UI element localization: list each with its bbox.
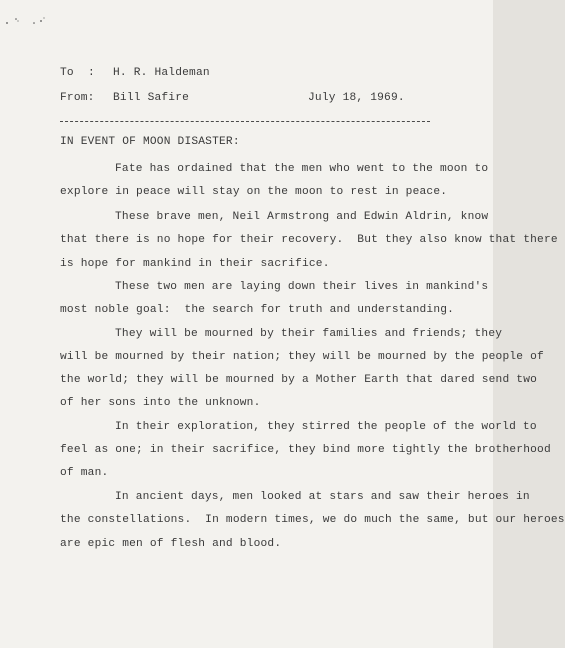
corner-marks xyxy=(4,10,54,28)
body-line: explore in peace will stay on the moon to rest in peace. xyxy=(60,186,448,198)
body-line: These brave men, Neil Armstrong and Edwin Aldrin, know xyxy=(115,211,489,223)
body-line: that there is no hope for their recovery. But they also know that there xyxy=(60,234,558,246)
body-line: most noble goal: the search for truth and understanding. xyxy=(60,304,455,316)
body-line: of man. xyxy=(60,467,109,479)
dashed-divider xyxy=(60,121,430,122)
to-colon: : xyxy=(88,67,95,79)
from-label: From: xyxy=(60,92,95,104)
body-line: In ancient days, men looked at stars and saw their heroes in xyxy=(115,491,530,503)
body-line: the constellations. In modern times, we do much the same, but our heroes xyxy=(60,514,565,526)
body-line: Fate has ordained that the men who went to the moon to xyxy=(115,163,489,175)
body-line: is hope for mankind in their sacrifice. xyxy=(60,258,330,270)
body-line: They will be mourned by their families and friends; they xyxy=(115,328,503,340)
body-line: are epic men of flesh and blood. xyxy=(60,538,282,550)
to-label: To xyxy=(60,67,74,79)
body-line: will be mourned by their nation; they will be mourned by the people of xyxy=(60,351,544,363)
to-recipient: H. R. Haldeman xyxy=(113,67,210,79)
body-line: the world; they will be mourned by a Mother Earth that dared send two xyxy=(60,374,538,386)
from-sender: Bill Safire xyxy=(113,92,190,104)
body-line: of her sons into the unknown. xyxy=(60,397,261,409)
body-line: These two men are laying down their lives in mankind's xyxy=(115,281,489,293)
body-line: In their exploration, they stirred the people of the world to xyxy=(115,421,537,433)
body-line: feel as one; in their sacrifice, they bind more tightly the brotherhood xyxy=(60,444,551,456)
memo-subject: IN EVENT OF MOON DISASTER: xyxy=(60,136,240,148)
memo-date: July 18, 1969. xyxy=(308,92,405,104)
